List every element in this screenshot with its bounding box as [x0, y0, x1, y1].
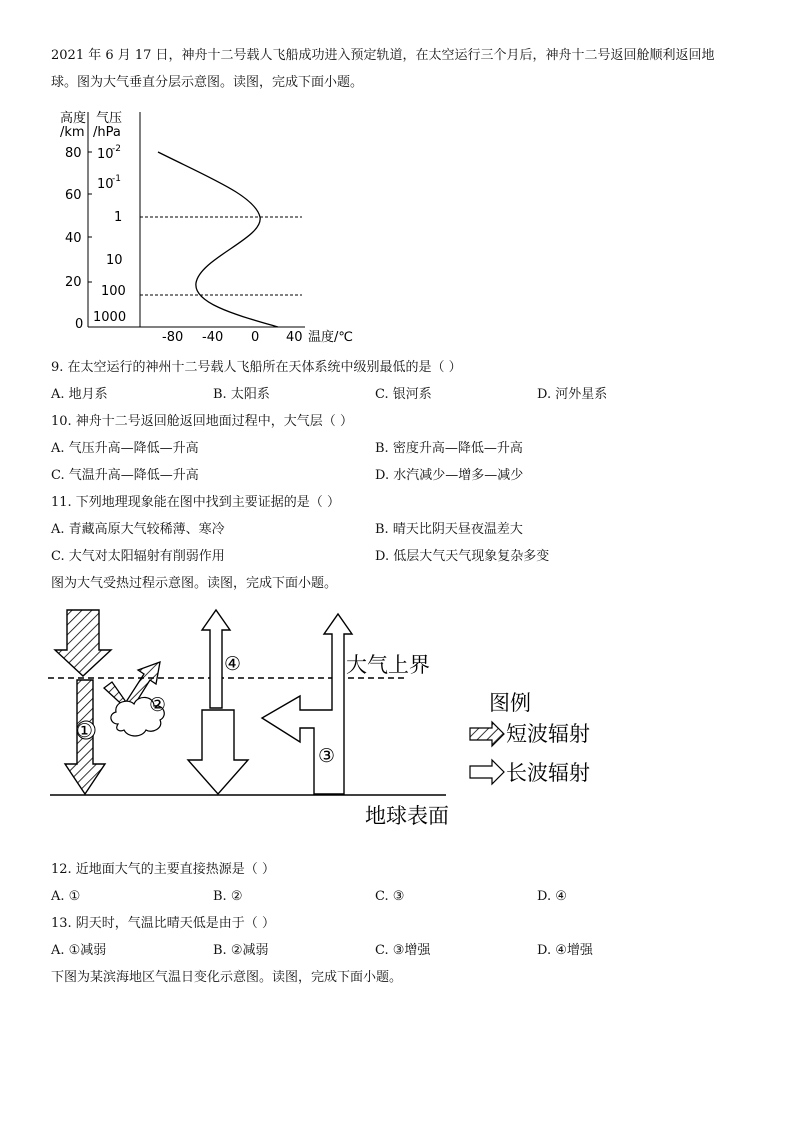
intro-text-2: 图为大气受热过程示意图。读图，完成下面小题。	[51, 576, 338, 591]
q13-option-d[interactable]: D. ④增强	[537, 943, 593, 958]
q9-stem: 9. 在太空运行的神州十二号载人飞船所在天体系统中级别最低的是（ ）	[51, 360, 462, 375]
q13-option-a[interactable]: A. ①减弱	[51, 943, 107, 958]
atmospheric-counter-radiation-arrow	[188, 710, 248, 794]
height-tick-20: 20	[65, 275, 82, 290]
legend-shortwave-label: 短波辐射	[506, 722, 590, 746]
q11-option-a[interactable]: A. 青藏高原大气较稀薄、寒冷	[51, 522, 225, 537]
temp-tick-neg80: -80	[162, 330, 184, 345]
q9-option-d[interactable]: D. 河外星系	[537, 387, 608, 402]
q12-stem: 12. 近地面大气的主要直接热源是（ ）	[51, 862, 275, 877]
q11-option-d[interactable]: D. 低层大气天气现象复杂多变	[375, 549, 550, 564]
q12-option-a[interactable]: A. ①	[51, 889, 81, 904]
intro-text-line-1: 2021 年 6 月 17 日，神舟十二号载人飞船成功进入预定轨道，在太空运行三个月后，神舟十二号返回舱顺利返回地	[51, 48, 715, 63]
q13-stem: 13. 阴天时，气温比晴天低是由于（ ）	[51, 916, 275, 931]
label-4: ④	[224, 653, 242, 675]
pressure-tick-1000: 1000	[93, 310, 127, 325]
height-tick-60: 60	[65, 188, 82, 203]
pressure-tick-10-base-b: 10	[97, 177, 114, 192]
ground-radiation-arrow	[262, 614, 352, 794]
temp-tick-0: 0	[251, 330, 260, 345]
q10-option-b[interactable]: B. 密度升高—降低—升高	[375, 441, 523, 456]
q13-option-c[interactable]: C. ③增强	[375, 943, 431, 958]
q10-option-a[interactable]: A. 气压升高—降低—升高	[51, 441, 199, 456]
pressure-tick-10: 10	[106, 253, 123, 268]
q9-option-b[interactable]: B. 太阳系	[213, 387, 270, 402]
q11-option-b[interactable]: B. 晴天比阴天昼夜温差大	[375, 522, 523, 537]
q9-option-a[interactable]: A. 地月系	[51, 387, 108, 402]
earth-surface-label: 地球表面	[365, 804, 449, 828]
atmosphere-heating-diagram	[48, 604, 608, 834]
legend-longwave-icon	[470, 760, 504, 784]
temp-axis-title: 温度/℃	[308, 330, 353, 345]
label-3: ③	[318, 745, 336, 767]
temperature-curve	[158, 152, 278, 327]
legend-title: 图例	[489, 691, 531, 715]
q11-option-c[interactable]: C. 大气对太阳辐射有削弱作用	[51, 549, 225, 564]
legend-longwave-label: 长波辐射	[506, 761, 590, 785]
q9-option-c[interactable]: C. 银河系	[375, 387, 432, 402]
shortwave-incoming-arrow-top	[55, 610, 111, 676]
height-axis-unit: /km	[60, 125, 85, 140]
q12-option-d[interactable]: D. ④	[537, 889, 567, 904]
q13-option-b[interactable]: B. ②减弱	[213, 943, 269, 958]
q10-option-d[interactable]: D. 水汽减少—增多—减少	[375, 468, 524, 483]
height-tick-0: 0	[75, 317, 84, 332]
atmosphere-layer-chart	[50, 108, 370, 348]
label-1: ①	[76, 720, 94, 742]
intro-text-3: 下图为某滨海地区气温日变化示意图。读图，完成下面小题。	[51, 970, 403, 985]
legend-shortwave-icon	[470, 722, 504, 746]
label-2: ②	[149, 694, 167, 716]
pressure-tick-1: 1	[114, 210, 123, 225]
q12-option-b[interactable]: B. ②	[213, 889, 243, 904]
q10-option-c[interactable]: C. 气温升高—降低—升高	[51, 468, 199, 483]
height-axis-title: 高度	[60, 111, 87, 126]
q10-stem: 10. 神舟十二号返回舱返回地面过程中，大气层（ ）	[51, 414, 353, 429]
pressure-tick-100: 100	[101, 284, 126, 299]
intro-text-line-2: 球。图为大气垂直分层示意图。读图，完成下面小题。	[51, 75, 364, 90]
q11-stem: 11. 下列地理现象能在图中找到主要证据的是（ ）	[51, 495, 340, 510]
pressure-axis-unit: /hPa	[93, 125, 121, 140]
temp-tick-neg40: -40	[202, 330, 224, 345]
q12-option-c[interactable]: C. ③	[375, 889, 405, 904]
temp-tick-40: 40	[286, 330, 303, 345]
pressure-tick-10-base: 10	[97, 147, 114, 162]
atmosphere-top-label: 大气上界	[346, 653, 430, 677]
pressure-tick-exp-neg2: -2	[112, 144, 121, 154]
height-tick-40: 40	[65, 231, 82, 246]
height-tick-80: 80	[65, 146, 82, 161]
pressure-tick-exp-neg1: -1	[112, 174, 121, 184]
pressure-axis-title: 气压	[96, 111, 123, 126]
